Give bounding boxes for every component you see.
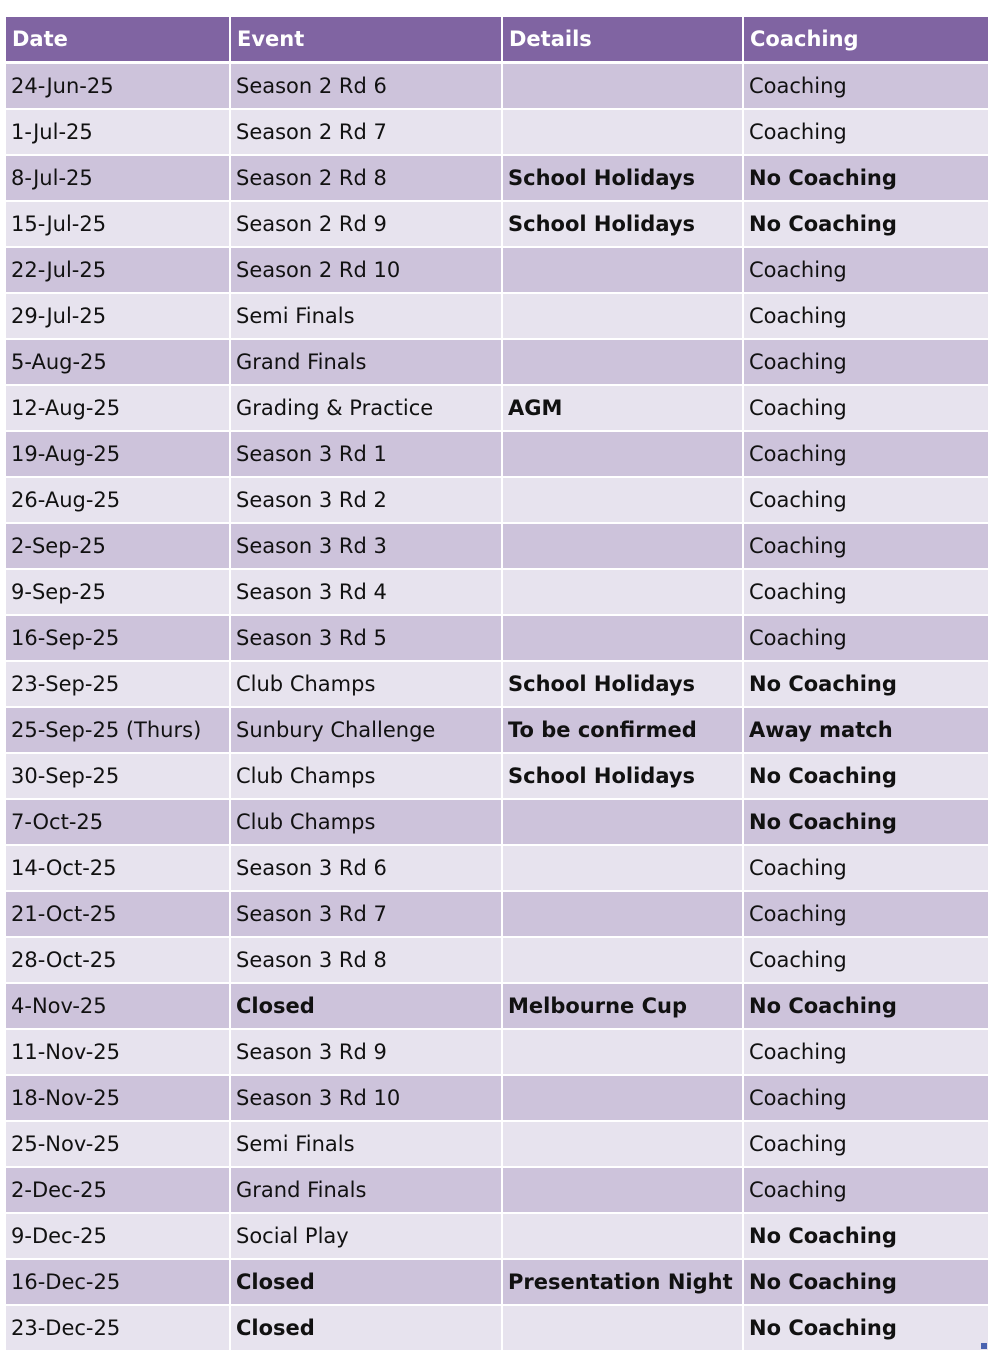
cell-details <box>502 1029 743 1075</box>
cell-date: 4-Nov-25 <box>6 983 230 1029</box>
cell-event: Club Champs <box>230 799 502 845</box>
cell-date: 23-Sep-25 <box>6 661 230 707</box>
table-body <box>6 63 988 1352</box>
table-row <box>6 1075 988 1121</box>
cell-details <box>502 845 743 891</box>
cell-event: Grand Finals <box>230 339 502 385</box>
cell-event: Club Champs <box>230 661 502 707</box>
cell-details <box>502 63 743 110</box>
table-row <box>6 1213 988 1259</box>
cell-date: 1-Jul-25 <box>6 109 230 155</box>
cell-coaching: Coaching <box>743 1167 988 1213</box>
cell-details <box>502 293 743 339</box>
table-row <box>6 109 988 155</box>
cell-details <box>502 523 743 569</box>
cell-details: School Holidays <box>502 753 743 799</box>
cell-coaching: Coaching <box>743 109 988 155</box>
table-row <box>6 615 988 661</box>
header-details: Details <box>502 17 743 63</box>
cell-details: School Holidays <box>502 661 743 707</box>
cell-coaching: Coaching <box>743 431 988 477</box>
cell-date: 18-Nov-25 <box>6 1075 230 1121</box>
cell-coaching: Coaching <box>743 845 988 891</box>
table-row <box>6 339 988 385</box>
table-row <box>6 293 988 339</box>
cell-event: Season 2 Rd 9 <box>230 201 502 247</box>
cell-details: Melbourne Cup <box>502 983 743 1029</box>
cell-date: 2-Dec-25 <box>6 1167 230 1213</box>
cell-event: Season 3 Rd 2 <box>230 477 502 523</box>
cell-details <box>502 1305 743 1351</box>
cell-date: 28-Oct-25 <box>6 937 230 983</box>
table-row <box>6 63 988 110</box>
header-row <box>6 17 988 63</box>
cell-date: 25-Sep-25 (Thurs) <box>6 707 230 753</box>
cell-date: 2-Sep-25 <box>6 523 230 569</box>
table-row <box>6 983 988 1029</box>
cell-coaching: Coaching <box>743 1121 988 1167</box>
cell-date: 14-Oct-25 <box>6 845 230 891</box>
cell-date: 9-Dec-25 <box>6 1213 230 1259</box>
cell-coaching: Coaching <box>743 385 988 431</box>
cell-date: 26-Aug-25 <box>6 477 230 523</box>
table-row <box>6 937 988 983</box>
cell-details <box>502 799 743 845</box>
table-row <box>6 247 988 293</box>
cell-details <box>502 339 743 385</box>
cell-event: Season 3 Rd 8 <box>230 937 502 983</box>
cell-coaching: Coaching <box>743 1029 988 1075</box>
cell-event: Season 3 Rd 7 <box>230 891 502 937</box>
cell-details: Presentation Night <box>502 1259 743 1305</box>
cell-date: 21-Oct-25 <box>6 891 230 937</box>
cell-coaching: No Coaching <box>743 1305 988 1351</box>
cell-event: Season 3 Rd 9 <box>230 1029 502 1075</box>
cell-coaching: Coaching <box>743 615 988 661</box>
table-row <box>6 431 988 477</box>
table-row <box>6 1305 988 1351</box>
cell-coaching: Coaching <box>743 891 988 937</box>
cell-event: Grading & Practice <box>230 385 502 431</box>
cell-date: 11-Nov-25 <box>6 1029 230 1075</box>
cell-coaching: Coaching <box>743 937 988 983</box>
cell-event: Closed <box>230 1305 502 1351</box>
cell-event: Season 3 Rd 5 <box>230 615 502 661</box>
cell-event: Season 3 Rd 4 <box>230 569 502 615</box>
table-row <box>6 1029 988 1075</box>
header-coaching: Coaching <box>743 17 988 63</box>
cell-coaching: No Coaching <box>743 201 988 247</box>
table-row <box>6 753 988 799</box>
cell-coaching: No Coaching <box>743 753 988 799</box>
cell-details <box>502 1121 743 1167</box>
table-row <box>6 891 988 937</box>
cell-coaching: Coaching <box>743 569 988 615</box>
cell-date: 5-Aug-25 <box>6 339 230 385</box>
cell-date: 30-Sep-25 <box>6 753 230 799</box>
cell-details <box>502 477 743 523</box>
cell-event: Season 2 Rd 8 <box>230 155 502 201</box>
cell-event: Semi Finals <box>230 293 502 339</box>
table-row <box>6 523 988 569</box>
cell-date: 23-Dec-25 <box>6 1305 230 1351</box>
cell-coaching: Away match <box>743 707 988 753</box>
cell-date: 22-Jul-25 <box>6 247 230 293</box>
cell-event: Club Champs <box>230 753 502 799</box>
cell-coaching: Coaching <box>743 1075 988 1121</box>
cell-details: School Holidays <box>502 201 743 247</box>
cell-event: Closed <box>230 1259 502 1305</box>
cell-date: 9-Sep-25 <box>6 569 230 615</box>
cell-event: Season 3 Rd 1 <box>230 431 502 477</box>
table-row <box>6 1121 988 1167</box>
cell-date: 16-Sep-25 <box>6 615 230 661</box>
cell-details: School Holidays <box>502 155 743 201</box>
table-row <box>6 1167 988 1213</box>
cell-details <box>502 1213 743 1259</box>
cell-coaching: No Coaching <box>743 799 988 845</box>
cell-date: 25-Nov-25 <box>6 1121 230 1167</box>
cell-details <box>502 615 743 661</box>
cell-date: 29-Jul-25 <box>6 293 230 339</box>
cell-coaching: No Coaching <box>743 1213 988 1259</box>
cell-coaching: No Coaching <box>743 661 988 707</box>
cell-coaching: No Coaching <box>743 155 988 201</box>
cell-event: Social Play <box>230 1213 502 1259</box>
table-row <box>6 799 988 845</box>
table-row <box>6 845 988 891</box>
cell-event: Season 3 Rd 10 <box>230 1075 502 1121</box>
cell-date: 19-Aug-25 <box>6 431 230 477</box>
table-row <box>6 385 988 431</box>
cell-event: Sunbury Challenge <box>230 707 502 753</box>
cell-date: 16-Dec-25 <box>6 1259 230 1305</box>
cell-event: Season 3 Rd 6 <box>230 845 502 891</box>
table-row <box>6 155 988 201</box>
cell-coaching: Coaching <box>743 339 988 385</box>
cell-details <box>502 247 743 293</box>
cell-coaching: Coaching <box>743 293 988 339</box>
resize-handle[interactable] <box>981 1343 987 1349</box>
cell-event: Grand Finals <box>230 1167 502 1213</box>
cell-coaching: Coaching <box>743 477 988 523</box>
cell-details <box>502 1075 743 1121</box>
table-row <box>6 569 988 615</box>
cell-event: Season 2 Rd 6 <box>230 63 502 110</box>
cell-event: Closed <box>230 983 502 1029</box>
schedule-table <box>6 17 988 1352</box>
cell-details: To be confirmed <box>502 707 743 753</box>
cell-event: Semi Finals <box>230 1121 502 1167</box>
cell-event: Season 2 Rd 10 <box>230 247 502 293</box>
cell-date: 15-Jul-25 <box>6 201 230 247</box>
cell-coaching: No Coaching <box>743 983 988 1029</box>
cell-details <box>502 569 743 615</box>
cell-details <box>502 109 743 155</box>
cell-coaching: No Coaching <box>743 1259 988 1305</box>
cell-coaching: Coaching <box>743 247 988 293</box>
cell-details <box>502 891 743 937</box>
cell-date: 8-Jul-25 <box>6 155 230 201</box>
cell-details: AGM <box>502 385 743 431</box>
table-row <box>6 661 988 707</box>
cell-date: 12-Aug-25 <box>6 385 230 431</box>
cell-details <box>502 431 743 477</box>
cell-details <box>502 1167 743 1213</box>
table-row <box>6 477 988 523</box>
cell-coaching: Coaching <box>743 523 988 569</box>
header-date: Date <box>6 17 230 63</box>
table-row <box>6 1259 988 1305</box>
header-event: Event <box>230 17 502 63</box>
table-row <box>6 707 988 753</box>
cell-date: 24-Jun-25 <box>6 63 230 110</box>
cell-details <box>502 937 743 983</box>
table-row <box>6 201 988 247</box>
cell-event: Season 2 Rd 7 <box>230 109 502 155</box>
cell-event: Season 3 Rd 3 <box>230 523 502 569</box>
cell-coaching: Coaching <box>743 63 988 110</box>
table-header <box>6 17 988 63</box>
cell-date: 7-Oct-25 <box>6 799 230 845</box>
